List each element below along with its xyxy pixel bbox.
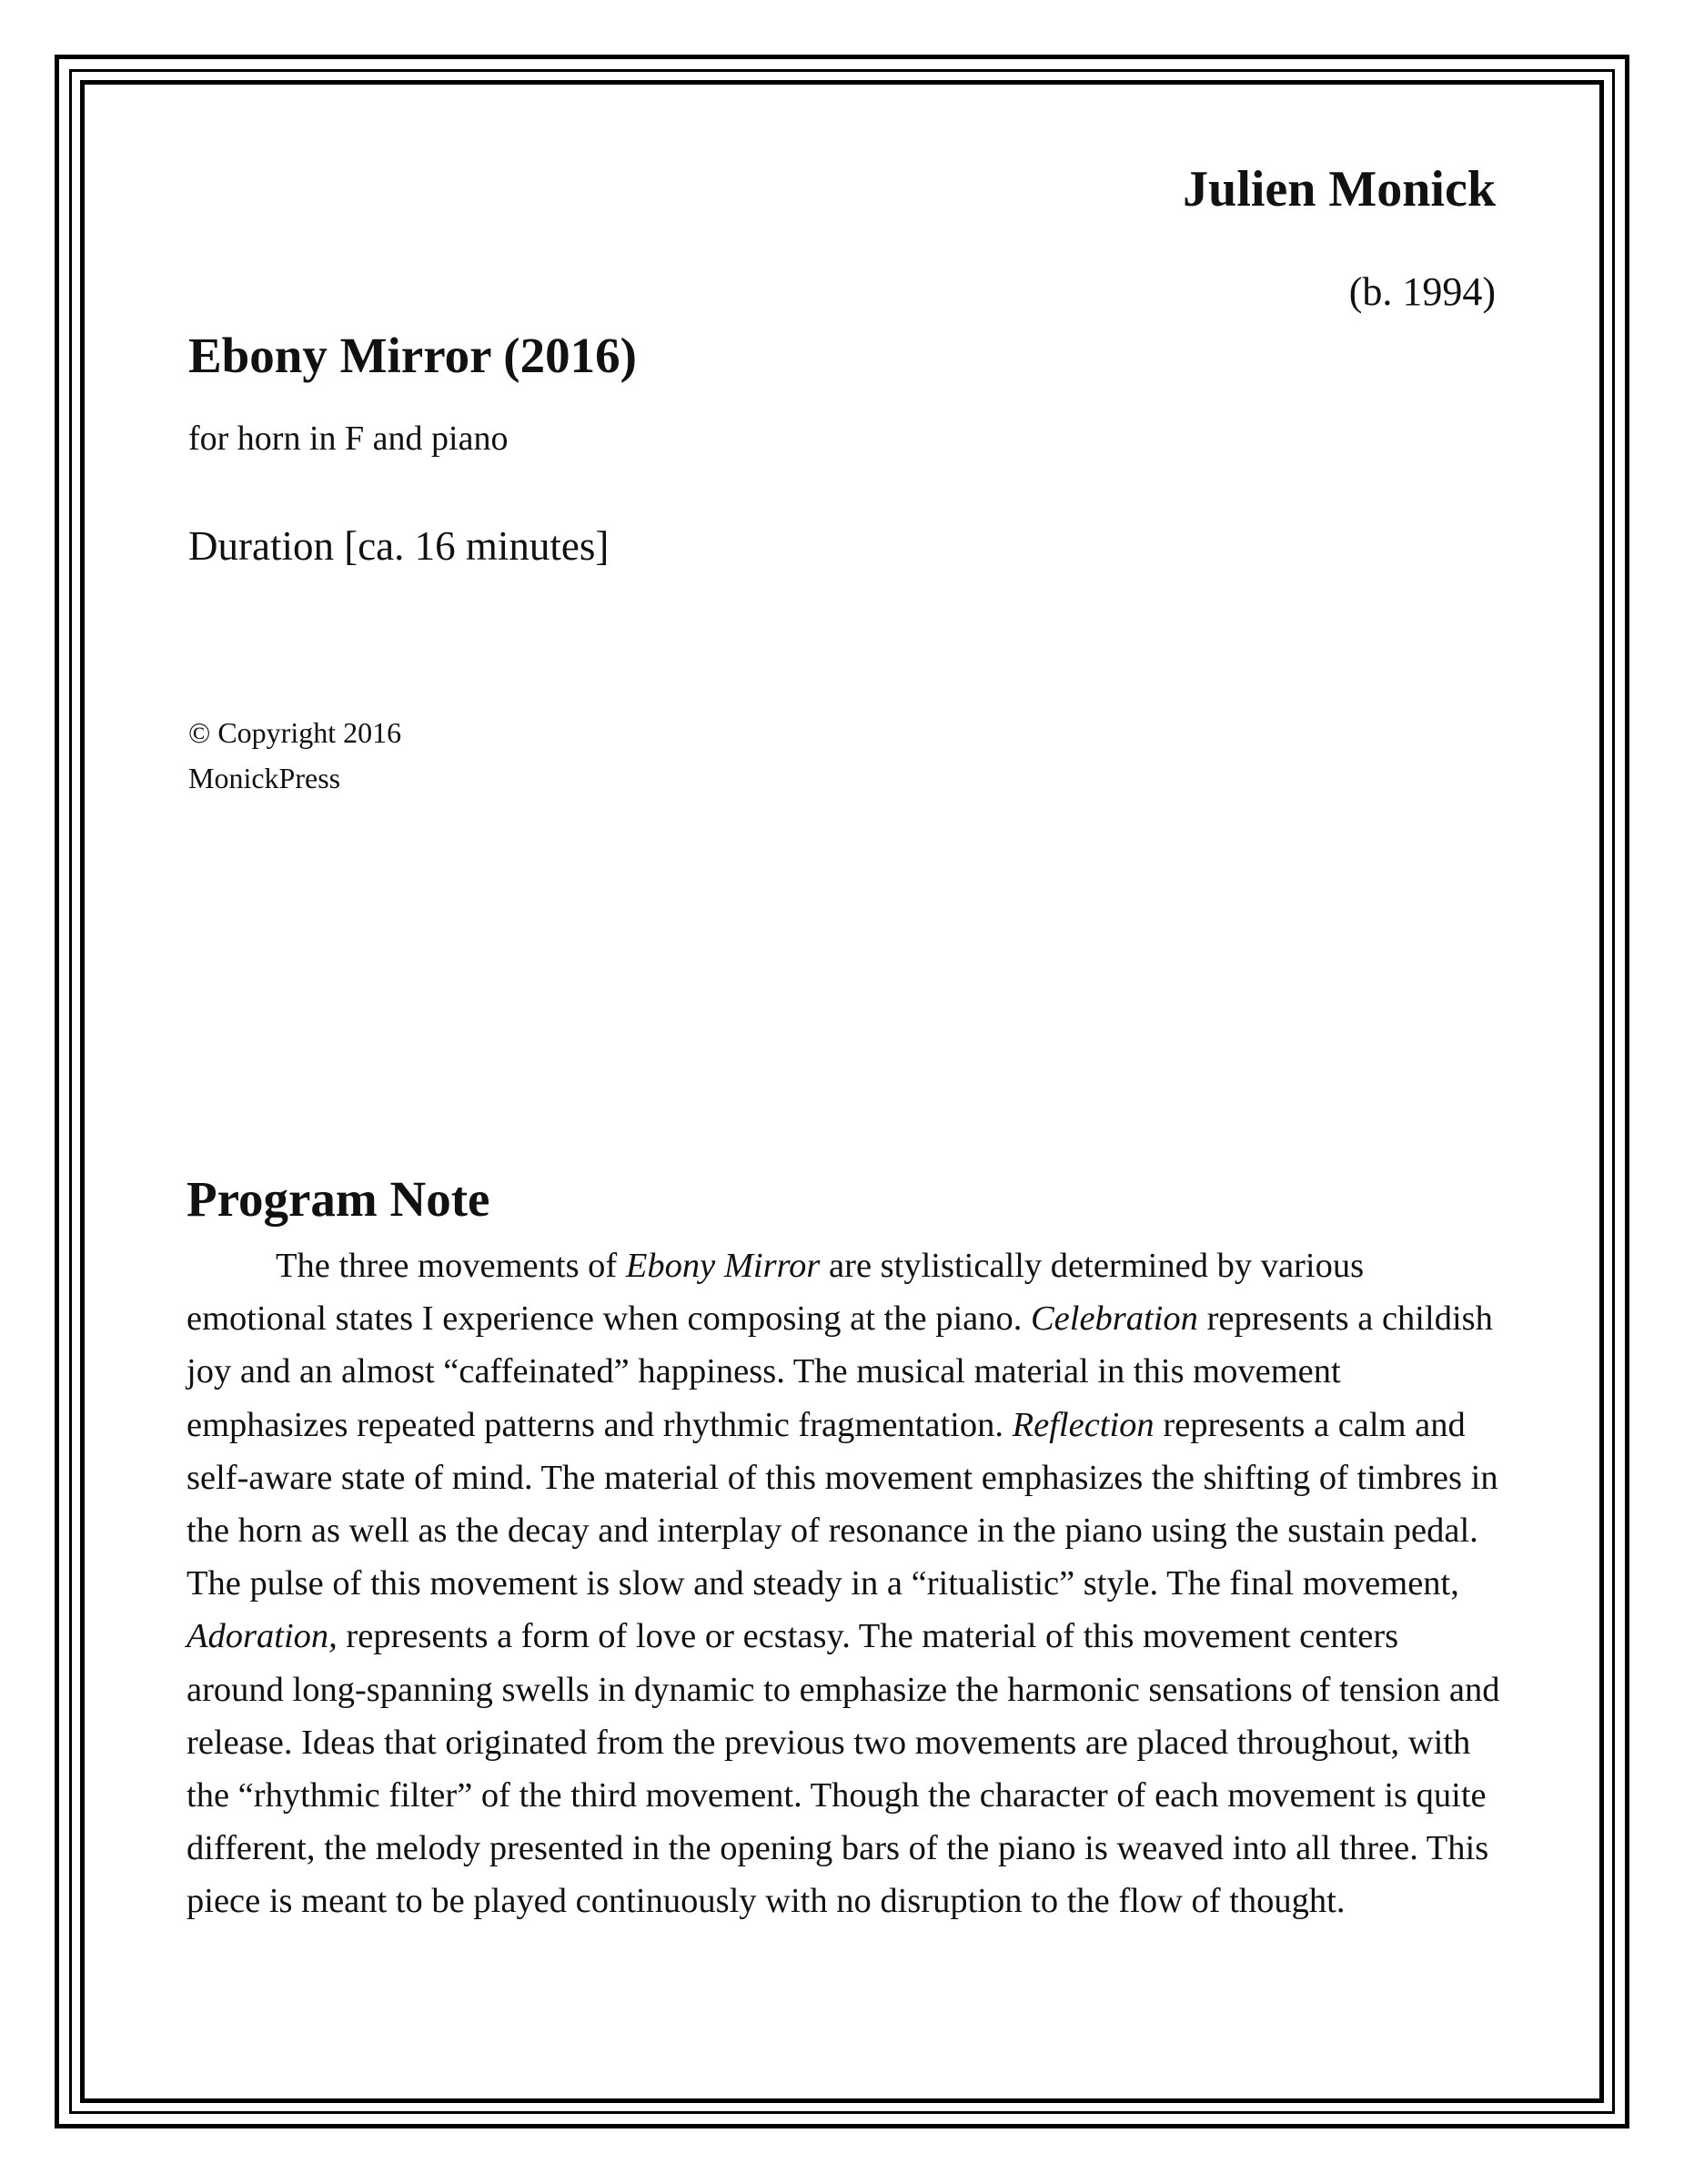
note-movement-reflection: Reflection bbox=[1012, 1405, 1155, 1444]
copyright-block bbox=[188, 710, 401, 801]
work-title: Ebony Mirror (2016) bbox=[188, 328, 637, 383]
note-movement-adoration: Adoration, bbox=[187, 1617, 338, 1656]
instrumentation: for horn in F and piano bbox=[188, 420, 509, 458]
program-note-body bbox=[187, 1239, 1501, 1928]
note-movement-celebration: Celebration bbox=[1031, 1299, 1198, 1339]
note-text: represents a form of love or ecstasy. The material of this movement centers around long-spanning swells in dynamic to emphasize the harmonic sensations of tension and release. Ideas that originated from the previous two movements are placed throughout, with the “rhythmic filter” of the third movement. Though the character of each movement is quite different, the melody presented in the opening bars of the piano is weaved into all three. This piece is meant to be played continuously with no disruption to the flow of thought. bbox=[187, 1617, 1500, 1921]
program-note-heading: Program Note bbox=[187, 1171, 490, 1227]
note-text: represents a childish joy and an almost “caffeinated” happiness. The musical material in this movement emphasizes repeated patterns and rhythmic fragmentation. bbox=[187, 1299, 1493, 1444]
note-text: The three movements of bbox=[276, 1247, 626, 1285]
copyright-line: © Copyright 2016 bbox=[188, 716, 402, 749]
note-title-ebony-mirror: Ebony Mirror bbox=[625, 1247, 821, 1285]
note-text: are stylistically determined by various emotional states I experience when composing at the piano. bbox=[187, 1247, 1365, 1339]
composer-name: Julien Monick bbox=[1183, 161, 1496, 217]
composer-birth-year: (b. 1994) bbox=[1348, 269, 1496, 314]
note-text: represents a calm and self-aware state of mind. The material of this movement emphasizes the shifting of timbres in the horn as well as the decay and interplay of resonance in the piano using the sustain pedal. The pulse of this movement is slow and steady in a “ritualistic” style. The final movement, bbox=[187, 1405, 1498, 1603]
duration: Duration [ca. 16 minutes] bbox=[188, 523, 610, 569]
publisher-name: MonickPress bbox=[188, 762, 341, 794]
